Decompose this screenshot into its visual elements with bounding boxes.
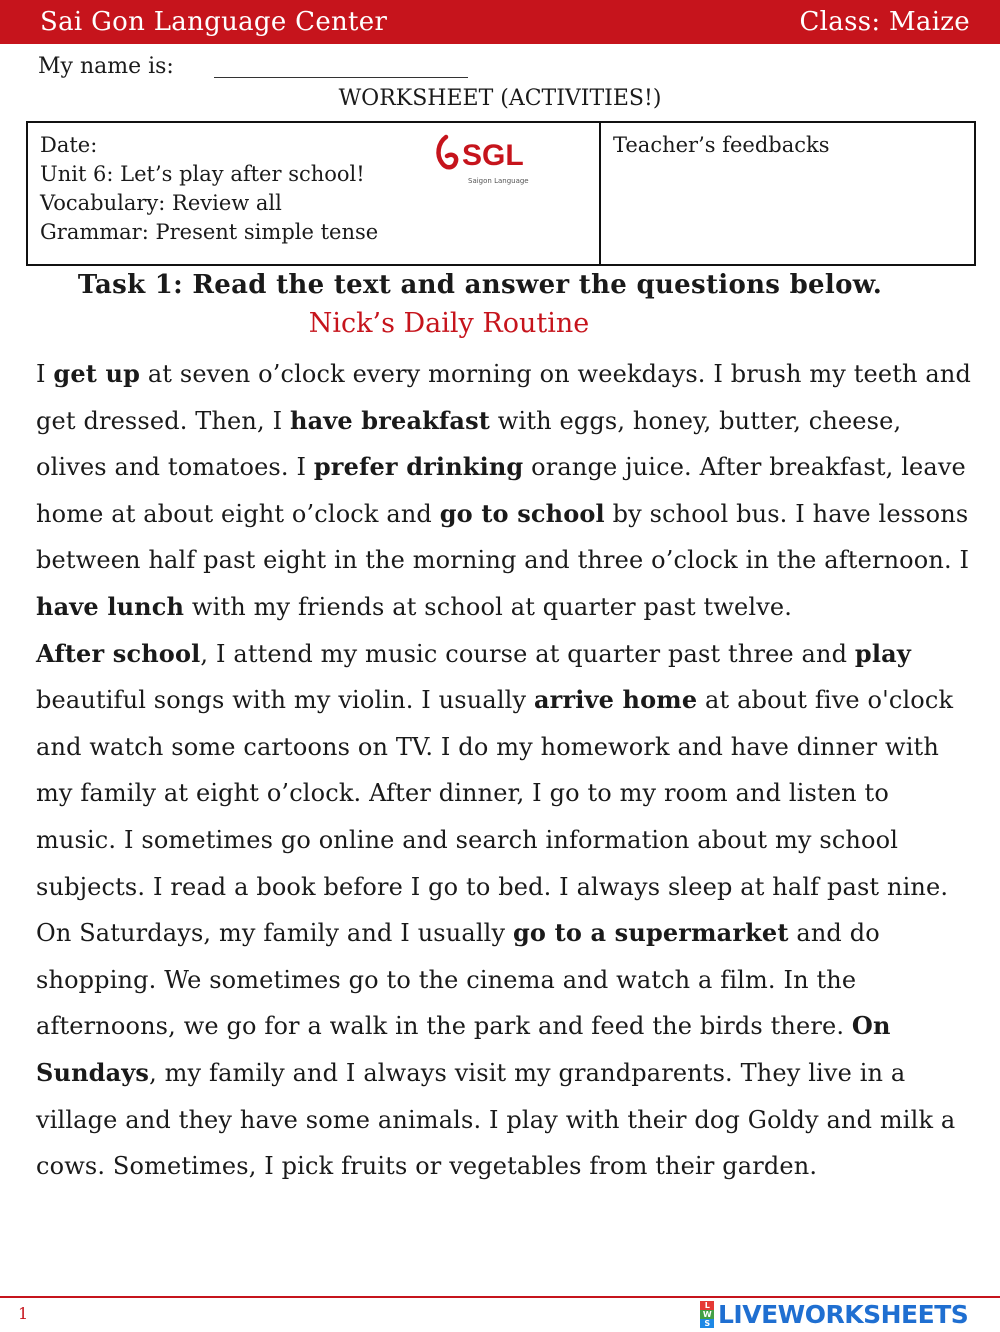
reading-title: Nick’s Daily Routine [308,308,590,339]
key-phrase: After school [36,638,201,668]
task-title: Task 1: Read the text and answer the questions below. [77,270,883,300]
passage-text: with eggs, honey, butter, cheese, olives and tomatoes. I [36,406,902,482]
passage-text: beautiful songs with my violin. I usually [36,686,534,715]
passage-text: On Saturdays, my family and I usually [36,919,513,948]
key-phrase: have breakfast [289,405,491,435]
key-phrase: go to a supermarket [512,918,789,948]
watermark-text: LIVEWORKSHEETS [718,1299,969,1329]
feedback-label: Teacher’s feedbacks [613,133,830,157]
name-input-line[interactable] [214,77,468,78]
passage-text: by school bus. I have lessons between half past eight in the morning and three o’clock in the afternoon. I [36,499,970,575]
feedback-panel [601,123,974,264]
passage-text: I [36,360,54,388]
logo-text: SGL [462,139,524,172]
grammar-label: Grammar: Present simple tense [40,220,379,244]
paragraph-2 [36,631,976,911]
class-label: Class: Maize [799,7,970,37]
paragraph-1 [36,351,976,631]
liveworksheets-icon: L W S [700,1301,714,1328]
key-phrase: prefer drinking [313,452,524,482]
passage-text: at seven o’clock every morning on weekdays. I brush my teeth and get dressed. Then, I [36,360,972,435]
key-phrase: go to school [439,498,605,528]
passage-text: orange juice. After breakfast, leave home at about eight o’clock and [36,453,966,528]
passage-text: with my friends at school at quarter past twelve. [184,592,793,621]
center-name: Sai Gon Language Center [40,7,388,37]
date-label: Date: [40,133,98,157]
paragraph-3 [36,910,976,1190]
unit-label: Unit 6: Let’s play after school! [40,162,365,186]
passage-text: at about five o'clock and watch some cartoons on TV. I do my homework and have dinner with my family at eight o’clock. After dinner, I go to my room and listen to music. I sometimes go online and search information about my school subjects. I read a book before I go to bed. I always sleep at half past nine. [36,686,954,901]
worksheet-title: WORKSHEET (ACTIVITIES!) [338,86,662,111]
info-box [26,121,976,266]
name-label: My name is: [38,54,174,79]
key-phrase: On Sundays [36,1011,891,1087]
key-phrase: play [854,638,911,668]
passage-text: , I attend my music course at quarter past three and [200,639,855,668]
header-bar [0,0,1000,44]
passage-text: , my family and I always visit my grandparents. They live in a village and they have some animals. I play with their dog Goldy and milk a cows. Sometimes, I pick fruits or vegetables from their garden. [36,1058,956,1181]
reading-passage [36,351,976,1190]
lesson-info [28,123,601,264]
key-phrase: arrive home [533,685,698,715]
passage-text: and do shopping. We sometimes go to the cinema and watch a film. In the afternoons, we go for a walk in the park and feed the birds there. [36,919,880,1041]
page-number: 1 [18,1304,29,1323]
vocabulary-label: Vocabulary: Review all [40,191,282,215]
key-phrase: have lunch [36,591,185,621]
key-phrase: get up [53,359,141,388]
logo-subtext: Saigon Language [468,177,529,185]
liveworksheets-watermark[interactable] [700,1296,996,1332]
